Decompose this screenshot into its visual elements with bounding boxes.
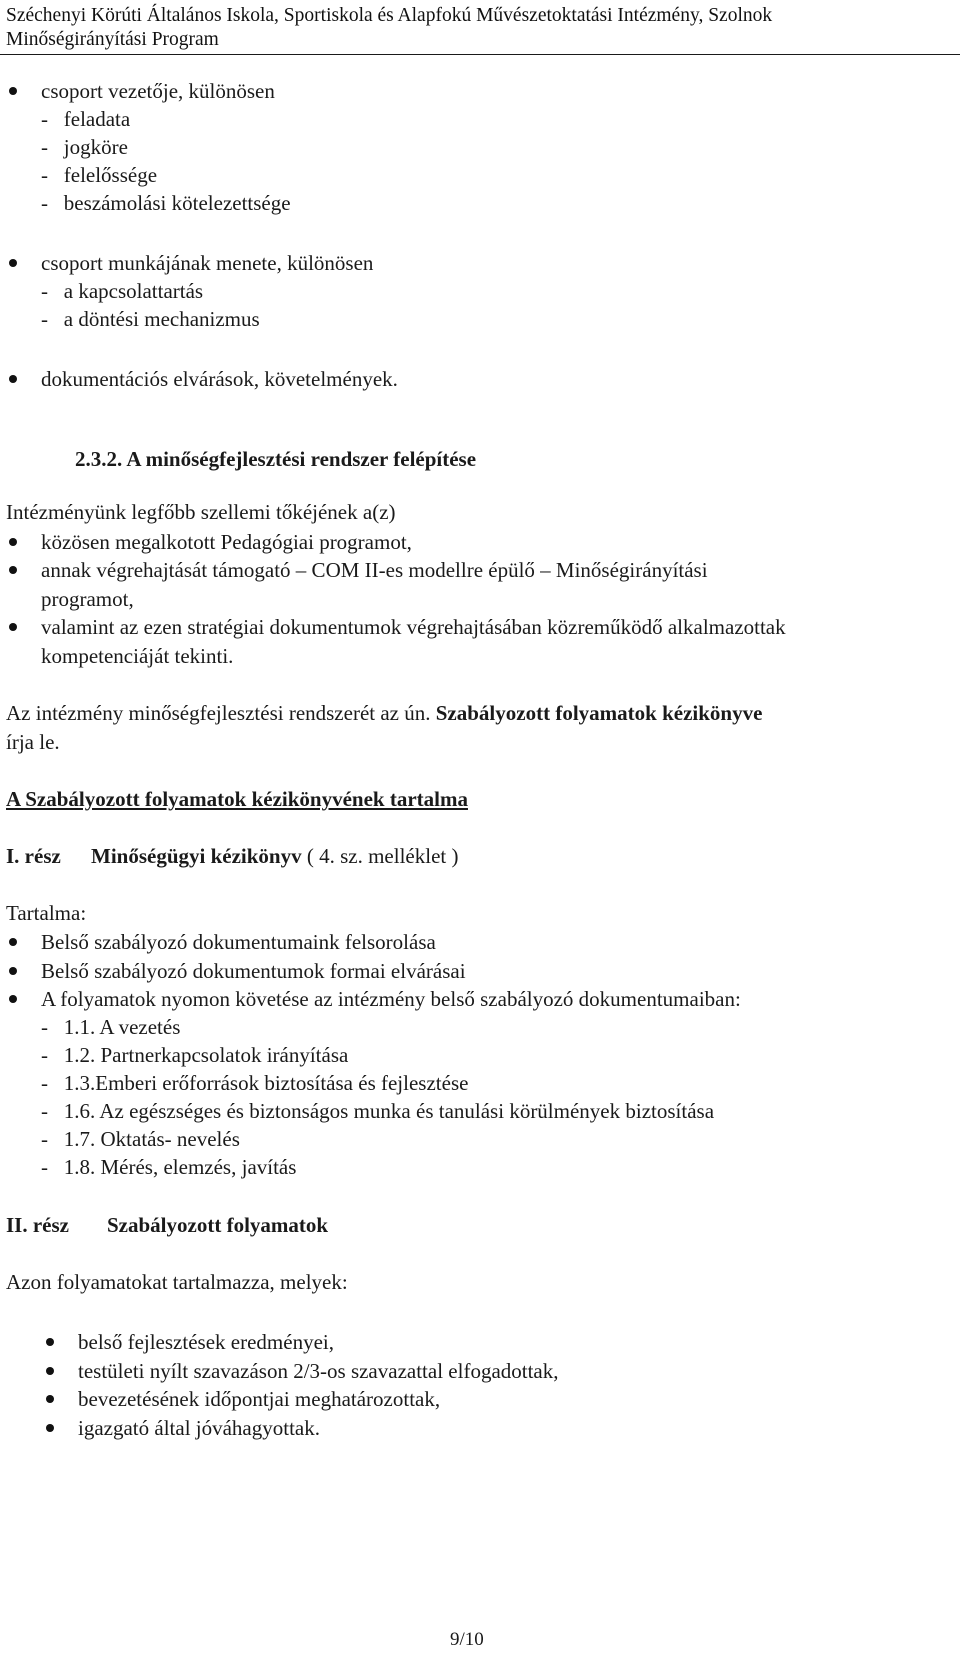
bullet-icon [9,259,17,267]
manual-paragraph-cont: írja le. [6,730,60,754]
group-bullet-1: csoport vezetője, különösen [41,79,275,103]
header-program: Minőségirányítási Program [6,29,219,50]
part2-title: Szabályozott folyamatok [107,1213,329,1237]
part2-bullet: testületi nyílt szavazáson 2/3-os szavazattal elfogadottak, [78,1359,559,1383]
page-number: 9/10 [450,1629,484,1650]
bullet-icon [9,623,17,631]
group-subitem: - a döntési mechanizmus [41,307,260,331]
bullet-icon [46,1424,54,1432]
part1-heading [6,841,459,871]
intro-bullet-3: valamint az ezen stratégiai dokumentumok végrehajtásában közreműködő alkalmazottak [41,615,786,639]
part1-bullet: A folyamatok nyomon követése az intézmény belső szabályozó dokumentumaiban: [41,987,741,1011]
group-subitem: - beszámolási kötelezettsége [41,191,291,215]
intro-bullet-2-cont: programot, [41,587,134,611]
part1-subitem: - 1.1. A vezetés [41,1015,181,1039]
part1-subitem: - 1.6. Az egészséges és biztonságos munka és tanulási körülmények biztosítása [41,1099,715,1123]
part1-tartalma: Tartalma: [6,901,87,925]
intro-lead: Intézményünk legfőbb szellemi tőkéjének a(z) [6,500,396,524]
intro-bullet-1: közösen megalkotott Pedagógiai programot, [41,530,412,554]
part2-bullet: belső fejlesztések eredményei, [78,1330,334,1354]
part1-subitem: - 1.8. Mérés, elemzés, javítás [41,1155,297,1179]
group-subitem: - feladata [41,107,131,131]
part1-bullet: Belső szabályozó dokumentumaink felsorolása [41,930,436,954]
bullet-icon [9,87,17,95]
header-divider [0,54,960,55]
contents-title: A Szabályozott folyamatok kézikönyvének tartalma [6,787,468,811]
part2-heading [6,1210,329,1240]
part1-bullet: Belső szabályozó dokumentumok formai elvárásai [41,959,466,983]
group-bullet-2: csoport munkájának menete, különösen [41,251,374,275]
bullet-icon [46,1367,54,1375]
part2-bullet: igazgató által jóváhagyottak. [78,1416,320,1440]
intro-bullet-3-cont: kompetenciáját tekinti. [41,644,234,668]
part2-label: II. rész [6,1213,69,1237]
section-title: 2.3.2. A minőségfejlesztési rendszer felépítése [75,447,477,471]
bullet-icon [9,995,17,1003]
group-subitem: - felelőssége [41,163,158,187]
part1-title: Minőségügyi kézikönyv ( 4. sz. melléklet ) [91,844,459,868]
part1-label: I. rész [6,844,61,868]
part2-lead: Azon folyamatokat tartalmazza, melyek: [6,1270,348,1294]
manual-name: Szabályozott folyamatok kézikönyve [435,701,763,725]
group-subitem: - a kapcsolattartás [41,279,204,303]
part2-bullet: bevezetésének időpontjai meghatározottak, [78,1387,441,1411]
header-institution: Széchenyi Körúti Általános Iskola, Sportiskola és Alapfokú Művészetoktatási Intézmény, Szolnok [6,5,773,26]
part1-subitem: - 1.2. Partnerkapcsolatok irányítása [41,1043,349,1067]
bullet-icon [9,938,17,946]
group-bullet-3: dokumentációs elvárások, követelmények. [41,367,398,391]
bullet-icon [46,1338,54,1346]
group-subitem: - jogköre [41,135,128,159]
bullet-icon [9,566,17,574]
intro-bullet-2: annak végrehajtását támogató – COM II-es modellre épülő – Minőségirányítási [41,558,708,582]
bullet-icon [46,1395,54,1403]
bullet-icon [9,967,17,975]
part1-subitem: - 1.3.Emberi erőforrások biztosítása és fejlesztése [41,1071,469,1095]
part1-subitem: - 1.7. Oktatás- nevelés [41,1127,240,1151]
bullet-icon [9,375,17,383]
manual-paragraph: Az intézmény minőségfejlesztési rendszerét az ún. Szabályozott folyamatok kézikönyve [6,701,763,725]
bullet-icon [9,538,17,546]
